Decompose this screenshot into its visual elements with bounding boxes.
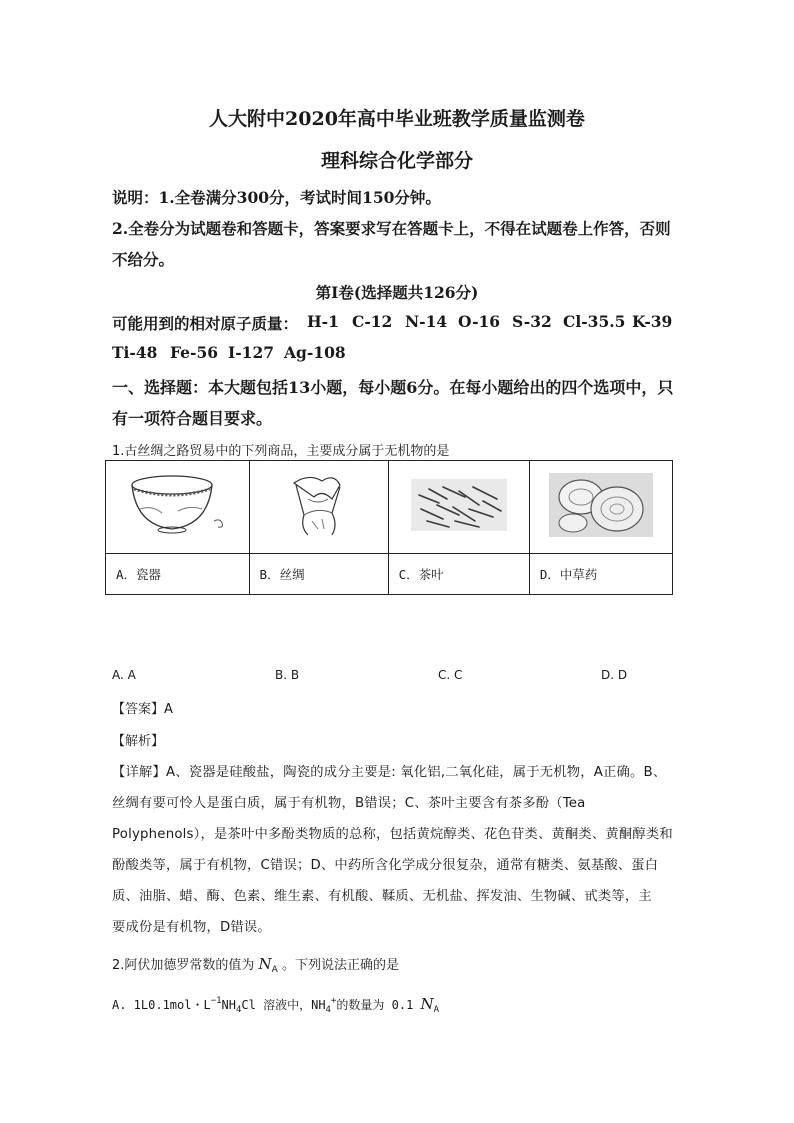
- q1-choice-c[interactable]: C. C: [438, 668, 463, 682]
- q1-detail-line-4: 酚酸类等，属于有机物，C错误；D、中药所含化学成分很复杂，通常有糖类、氨基酸、蛋白: [112, 858, 659, 873]
- q1-choice-b[interactable]: B. B: [275, 668, 300, 682]
- q1-option-label-c: C．茶叶: [388, 554, 529, 595]
- q1-choice-d[interactable]: D. D: [601, 668, 628, 682]
- avogadro-subscript-2: A: [433, 1005, 440, 1015]
- q1-stem: 1.古丝绸之路贸易中的下列商品，主要成分属于无机物的是: [112, 444, 450, 459]
- atomic-mass-i: I-127: [228, 343, 275, 362]
- q2-stem-suffix: 。下列说法正确的是: [281, 958, 399, 973]
- atomic-mass-cl: Cl-35.5: [563, 312, 626, 331]
- note-line-2a: 2.全卷分为试题卷和答题卡，答案要求写在答题卡上，不得在试题卷上作答，否则: [112, 219, 671, 238]
- q1-choice-a[interactable]: A. A: [112, 668, 136, 682]
- atomic-mass-ag: Ag-108: [284, 343, 346, 362]
- q1-detail-line-2: 丝绸有要可怜人是蛋白质，属于有机物，B错误；C、茶叶主要含有茶多酚（Tea: [112, 796, 586, 811]
- q1-image-cell-c: [388, 461, 529, 554]
- volume-title: 第Ⅰ卷(选择题共126分): [315, 283, 479, 302]
- note-line-1: 说明：1.全卷满分300分，考试时间150分钟。: [112, 188, 441, 207]
- page-title: 人大附中2020年高中毕业班教学质量监测卷: [209, 108, 585, 130]
- q2-option-a-text-4: 的数量为 0.1: [336, 998, 414, 1012]
- q2-stem: [112, 954, 399, 975]
- tea-leaves-icon: [409, 475, 509, 535]
- q1-answer: 【答案】A: [112, 702, 173, 717]
- silk-cloth-icon: [274, 469, 364, 541]
- atomic-mass-c: C-12: [352, 312, 393, 331]
- avogadro-subscript: A: [271, 965, 278, 975]
- section-instruction-b: 有一项符合题目要求。: [112, 409, 273, 428]
- q1-detail-line-6: 要成份是有机物，D错误。: [112, 920, 271, 935]
- atomic-mass-h: H-1: [307, 312, 339, 331]
- page-subtitle: 理科综合化学部分: [320, 150, 473, 172]
- q1-analysis-label: 【解析】: [112, 734, 165, 749]
- q2-option-a-text-1: A. 1L0.1mol・L: [112, 998, 211, 1012]
- q2-option-a-sub-1: 4: [236, 1005, 242, 1015]
- q2-stem-prefix: 2.阿伏加德罗常数的值为: [112, 958, 255, 973]
- avogadro-symbol-2: N: [420, 995, 434, 1013]
- q1-detail-line-3: Polyphenols），是茶叶中多酚类物质的总称，包括黄烷醇类、花色苷类、黄酮类、黄酮醇类和: [112, 827, 673, 842]
- q2-option-a-text-2: NH: [221, 998, 236, 1012]
- avogadro-symbol: N: [258, 955, 272, 973]
- atomic-mass-label: 可能用到的相对原子质量：: [112, 314, 299, 333]
- atomic-mass-o: O-16: [458, 312, 501, 331]
- q2-option-a-sub-2: 4: [325, 1005, 331, 1015]
- q2-option-a-sup: −1: [210, 996, 222, 1006]
- q1-detail-line-5: 质、油脂、蜡、酶、色素、维生素、有机酸、鞣质、无机盐、挥发油、生物碱、甙类等，主: [112, 889, 652, 904]
- atomic-mass-fe: Fe-56: [170, 343, 219, 362]
- q1-detail-line-1: 【详解】A、瓷器是硅酸盐，陶瓷的成分主要是: 氧化铝,二氧化硅，属于无机物，A正确。B、: [112, 765, 667, 780]
- q1-image-cell-a: [106, 461, 250, 554]
- q2-option-a[interactable]: [112, 995, 439, 1015]
- porcelain-bowl-icon: [122, 469, 232, 541]
- atomic-mass-k: K-39: [632, 312, 673, 331]
- q1-option-label-b: B．丝绸: [249, 554, 388, 595]
- section-instruction-a: 一、选择题：本大题包括13小题，每小题6分。在每小题给出的四个选项中，只: [112, 378, 674, 397]
- q2-option-a-sup-2: +: [330, 996, 337, 1006]
- q2-option-a-text-3: Cl 溶液中，NH: [241, 998, 326, 1012]
- q1-option-label-d: D．中草药: [529, 554, 672, 595]
- q1-option-label-a: A．瓷器: [106, 554, 250, 595]
- atomic-mass-s: S-32: [512, 312, 552, 331]
- q1-image-cell-b: [249, 461, 388, 554]
- note-line-2b: 不给分。: [112, 250, 175, 269]
- atomic-mass-ti: Ti-48: [112, 343, 158, 362]
- q1-option-table: [105, 460, 673, 595]
- q1-image-cell-d: [529, 461, 672, 554]
- herbal-slices-icon: [547, 471, 655, 539]
- atomic-mass-n: N-14: [405, 312, 448, 331]
